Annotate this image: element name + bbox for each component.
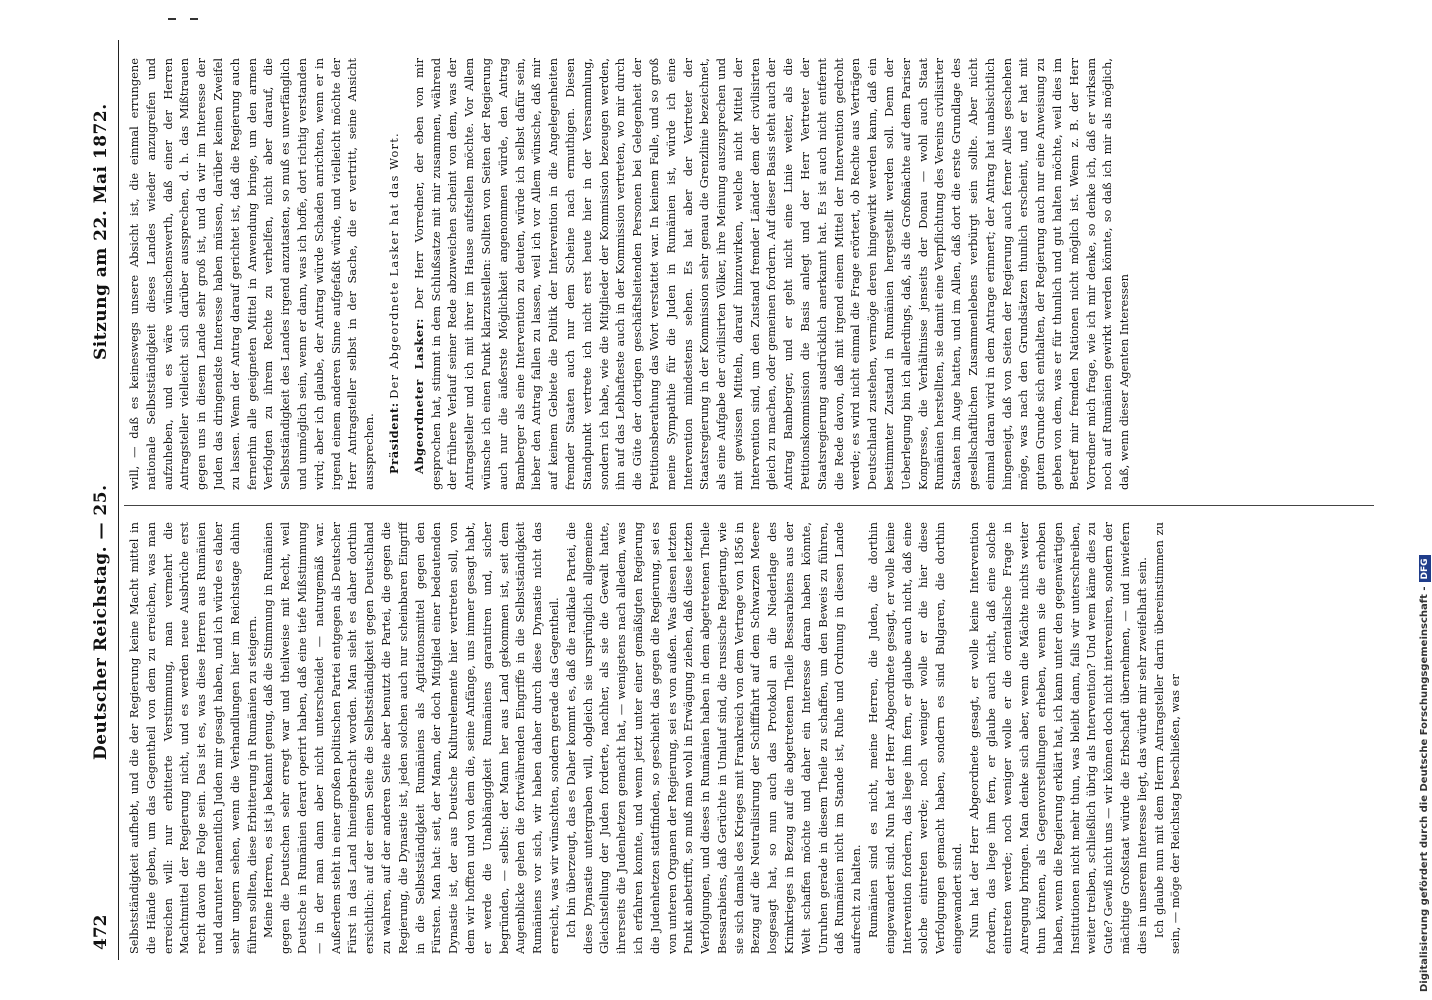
speech-text: Der Herr Vorredner, der eben von mir gesprochen hat, stimmt in dem Schlußsatze mit mir zusammen, während der frühere Verlauf seiner Rede abzuweichen scheint von dem, was der Antragsteller und ich mit ihrer im Hause aufstellen möchte. Vor Allem wünsche ich einen Punkt klarzustellen: Sollten von Seiten der Regierung auch nur die äußerste Möglichkeit angenommen würde, den Antrag Bamberger als eine Intervention zu deuten, würde ich selbst dafür sein, lieber den Antrag fallen zu lassen, weil ich vor Allem wünsche, daß mir auf keinem Gebiete die Politik der Intervention in die Angelegenheiten fremder Staaten auch nur dem Scheine nach ermuthigen. Diesen Standpunkt vertrete ich nicht erst heute hier in der Versammlung, sondern ich habe, wie die Mitglieder der Kommission bezeugen werden, ihn auf das Lebhafteste auch in der Kommission vertreten, wo mir durch die Güte der dortigen geschäftsleitenden Personen bei Gelegenheit der Petitionsberathung das Wort verstattet war. In keinem Falle, und so groß meine Sympathie für die Juden in Rumänien ist, würde ich eine Intervention mindestens sehen. Es hat aber der Vertreter der Staatsregierung in der Kommission sehr genau die Grenzlinie bezeichnet, als eine Aufgabe der civilisirten Völker, ihre Meinung auszusprechen und mit gewissen Mitteln, darauf hinzuwirken, welche nicht Mittel der Intervention sind, um den Zustand fremder Länder dem der civilisirten gleich zu machen, oder gemeinen fordern. Auf dieser Basis steht auch der Antrag Bamberger, und er geht nicht eine Linie weiter, als die Petitionskommission die Basis anlegt und der Herr Vertreter der Staatsregierung ausdrücklich anerkannt hat. Es ist auch nicht entfernt die Rede davon, daß mit irgend einem Mittel der Intervention gedroht werde; es wird nicht einmal die Frage erörtert, ob Rechte aus Verträgen Deutschland zustehen, vermöge deren hingewirkt werden kann, daß ein bestimmter Zustand in Rumänien hergestellt werden soll. Denn der Ueberlegung bin ich allerdings, daß, als die Großmächte auf dem Pariser Kongresse, die Verhältnisse jenseits der Donau — wohl auch Staat Rumänien herstellten, sie damit eine Verpflichtung des Vereins civilisirter Staaten im Auge hatten, und im Allen, daß dort die erste Grundlage des gesellschaftlichen Zusammenlebens verbürgt sein sollte. Aber nicht einmal daran wird in dem Antrage erinnert; der Antrag hat unabsichtlich hingeneigt, daß von Seiten der Regierung auch ferner Alles geschehen möge, was nach den Grundsätzen thunlich erscheint, und er hat mit gutem Grunde sich enthalten, der Regierung auch nur eine Anweisung zu geben von dem, was er für thunlich und gut halten möchte, weil dies im Betreff mir fremden Nationen nicht möglich ist. Wenn z. B. der Herr Vorredner mich frage, wie ich mir denke, so denke ich, daß er wirksam noch auf Rumänien gewirkt werden könnte, so daß ich mir als möglich, daß, wenn dieser Agenten Interessen [411, 58, 1132, 490]
right-paragraph: will, — daß es keineswegs unsere Absicht ist, die einmal errungene nationale Selbstständigkeit dieses Landes wieder anzugreifen und aufzuheben, und es wäre wünschenswerth, daß einer der Herren Antragsteller vielleicht sich darüber aussprechen, d. h. das Mißtrauen gegen uns in diesem Lande sehr groß ist, und da wir im Interesse der Juden das dringendste Interesse haben müssen, darüber keinen Zweifel zu lassen. Wenn der Antrag darauf gerichtet ist, daß die Regierung auch fernerhin alle geeigneten Mittel in Anwendung bringe, um den armen Verfolgten zu ihrem Rechte zu verhelfen, nicht aber darauf, die Selbstständigkeit des Landes irgend anzutasten, so muß es unverfänglich und unmöglich sein, wenn er dann, was ich hoffe, dort richtig verstanden wird; aber ich glaube, der Antrag würde Schaden anrichten, wenn er in irgend einem anderen Sinne aufgefaßt würde, und vielleicht möchte der Herr Antragsteller selbst in der Sache, die er vertritt, seine Ansicht aussprechen. [127, 58, 377, 490]
attribution-text: Digitalisierung gefördert durch die Deutsche Forschungsgemeinschaft - [1419, 586, 1430, 992]
page-number: 472 [91, 914, 111, 950]
left-column [126, 522, 1376, 954]
left-paragraph: Meine Herren, es ist ja bekannt genug, daß die Stimmung in Rumänien gegen die Deutschen sehr erregt war und theilweise mit Recht, weil Deutsche in Rumänien derart operirt haben, daß eine tiefe Mißstimmung — in der man dann aber nicht unterscheidet — naturgemäß war. Außerdem steht in einer großen politischen Partei entgegen als Deutscher Fürst in das Land hineingebracht worden. Man sieht es daher dorthin ersichtlich: auf der einen Seite die Selbstständigkeit gegen Deutschland zu wahren, auf der anderen Seite aber benutzt die Partei, die gegen die Regierung, die Dynastie ist, jeden solchen auch nur scheinbaren Eingriff in die Selbstständigkeit Rumäniens als Agitationsmittel gegen den Fürsten. Man hat: seit, der Mann, der doch Mitglied einer bedeutenden Dynastie ist, der aus Deutsche Kulturelemente hier vertreten soll, von dem wir hofften und von dem die, seine Anfänge, uns immer gesagt habt, er werde die Unabhängigkeit Rumäniens garantiren und, sicher begründen, — selbst: der Mann her aus Land gekommen ist, seit dem Augenblicke gehen die fortwährenden Eingriffe in die Selbstständigkeit Rumäniens vor sich, wir haben daher durch diese Dynastie nicht das erreicht, was wir wünschten, sondern gerade das Gegentheil. [261, 522, 561, 954]
speaker-name: Präsident: [386, 402, 401, 474]
scan-artifact [168, 18, 176, 20]
lasker-speech [411, 58, 1133, 490]
president-line [386, 58, 403, 490]
left-paragraph: Ich glaube nun mit dem Herrn Antragsteller darin übereinstimmen zu sein, — möge der Reichstag beschließen, was er [1151, 522, 1183, 954]
president-statement: Der Abgeordnete Lasker hat das Wort. [386, 132, 401, 399]
column-divider [124, 505, 1374, 506]
left-paragraph: Nun hat der Herr Abgeordnete gesagt, er wolle keine Intervention fordern, das liege ihm fern, er glaube auch nicht, daß eine solche eintreten werde; noch weniger wolle er die orientalische Frage in Anregung bringen. Man denke sich aber, wenn die Mächte nichts weiter thun können, als Gegenvorstellungen erheben, wenn sie die erhoben haben, wenn die Regierung erklärt hat, ich kann unter den gegenwärtigen Institutionen nicht mehr thun, was bleibt dann, falls wir unterschreiben, weiter treiben, schließlich übrig als Intervention? Und wem käme dies zu Gute? Gewiß nicht uns — wir können doch nicht interveniren, sondern der mächtige Großstaat würde die Erbschaft übernehmen, — und inwiefern dies in unserem Interesse liegt, das würde mir sehr zweifelhaft sein. [966, 522, 1149, 954]
right-column [126, 58, 1376, 490]
dfg-logo: DFG [1419, 555, 1431, 582]
dfg-attribution [1419, 555, 1431, 992]
running-title-left: Deutscher Reichstag. — 25. [91, 484, 111, 760]
document-page [88, 40, 1388, 960]
page-header [88, 40, 114, 960]
left-paragraph: Rumänien sind es nicht, meine Herren, die Juden, die dorthin eingewandert sind. Nun hat der Herr Abgeordnete gesagt, er wolle keine Intervention fordern, das liege ihm fern, er glaube auch nicht, daß eine solche eintreten werde; noch weniger wolle er die hier diese Verfolgungen gemacht haben, sondern es sind Bulgaren, die dorthin eingewandert sind. [866, 522, 965, 954]
scan-artifact [190, 18, 198, 20]
speaker-name: Abgeordneter Lasker: [411, 318, 426, 474]
left-paragraph: Ich bin überzeugt, das es Daher kommt es, daß die radikale Partei, die diese Dynastie untergraben will, obgleich sie ursprünglich allgemeine Gleichstellung der Juden forderte, nachher, als sie die Gewalt hatte, ihrerseits die Judenhetzen gemacht hat, — wenigstens nach alledem, was ich erfahren konnte, und wenn jetzt unter einer gemäßigten Regierung die Judenhetzen stattfinden, so geschieht das gegen die Regierung, sei es von unteren Organen der Regierung, sei es von außen. Was diesen letzten Punkt anbetrifft, so muß man wohl in Erwägung ziehen, daß diese letzten Verfolgungen, und dieses in Rumänien haben in dem abgetretenen Theile Bessarabiens, daß Gerüchte in Umlauf sind, die russische Regierung, wie sie sich damals des Krieges mit Frankreich von dem Vertrage von 1856 in Bezug auf die Neutralisirung der Schifffahrt auf dem Schwarzen Meere losgesagt hat, so nun auch das Protokoll an die Niederlage des Krimkrieges in Bezug auf die abgetretenen Theile Bessarabiens aus der Welt schaffen möchte und daher ein Interesse daran haben könnte, Unruhen gerade in diesem Theile zu schaffen, um den Beweis zu führen, daß Rumänien nicht im Stande ist, Ruhe und Ordnung in diesen Lande aufrecht zu halten. [563, 522, 864, 954]
header-rule [118, 40, 119, 960]
running-title-right: Sitzung am 22. Mai 1872. [91, 103, 111, 360]
left-paragraph: Selbstständigkeit aufhebt, und die der Regierung keine Macht mittel in die Hände geben, um das Gegentheil von dem zu erreichen, was man erreichen will: nur erbitterte Verstimmung, man vermehrt die Machtmittel der Regierung nicht, und es werden neue Ausbrüche erst recht davon die Folge sein. Das ist es, was diese Herren aus Rumänien und darunter namentlich Juden mir gesagt haben, und ich würde es daher sehr ungern sehen, wenn die Verhandlungen hier im Reichstage dahin führen sollten, diese Erbitterung in Rumänien zu steigern. [127, 522, 259, 954]
